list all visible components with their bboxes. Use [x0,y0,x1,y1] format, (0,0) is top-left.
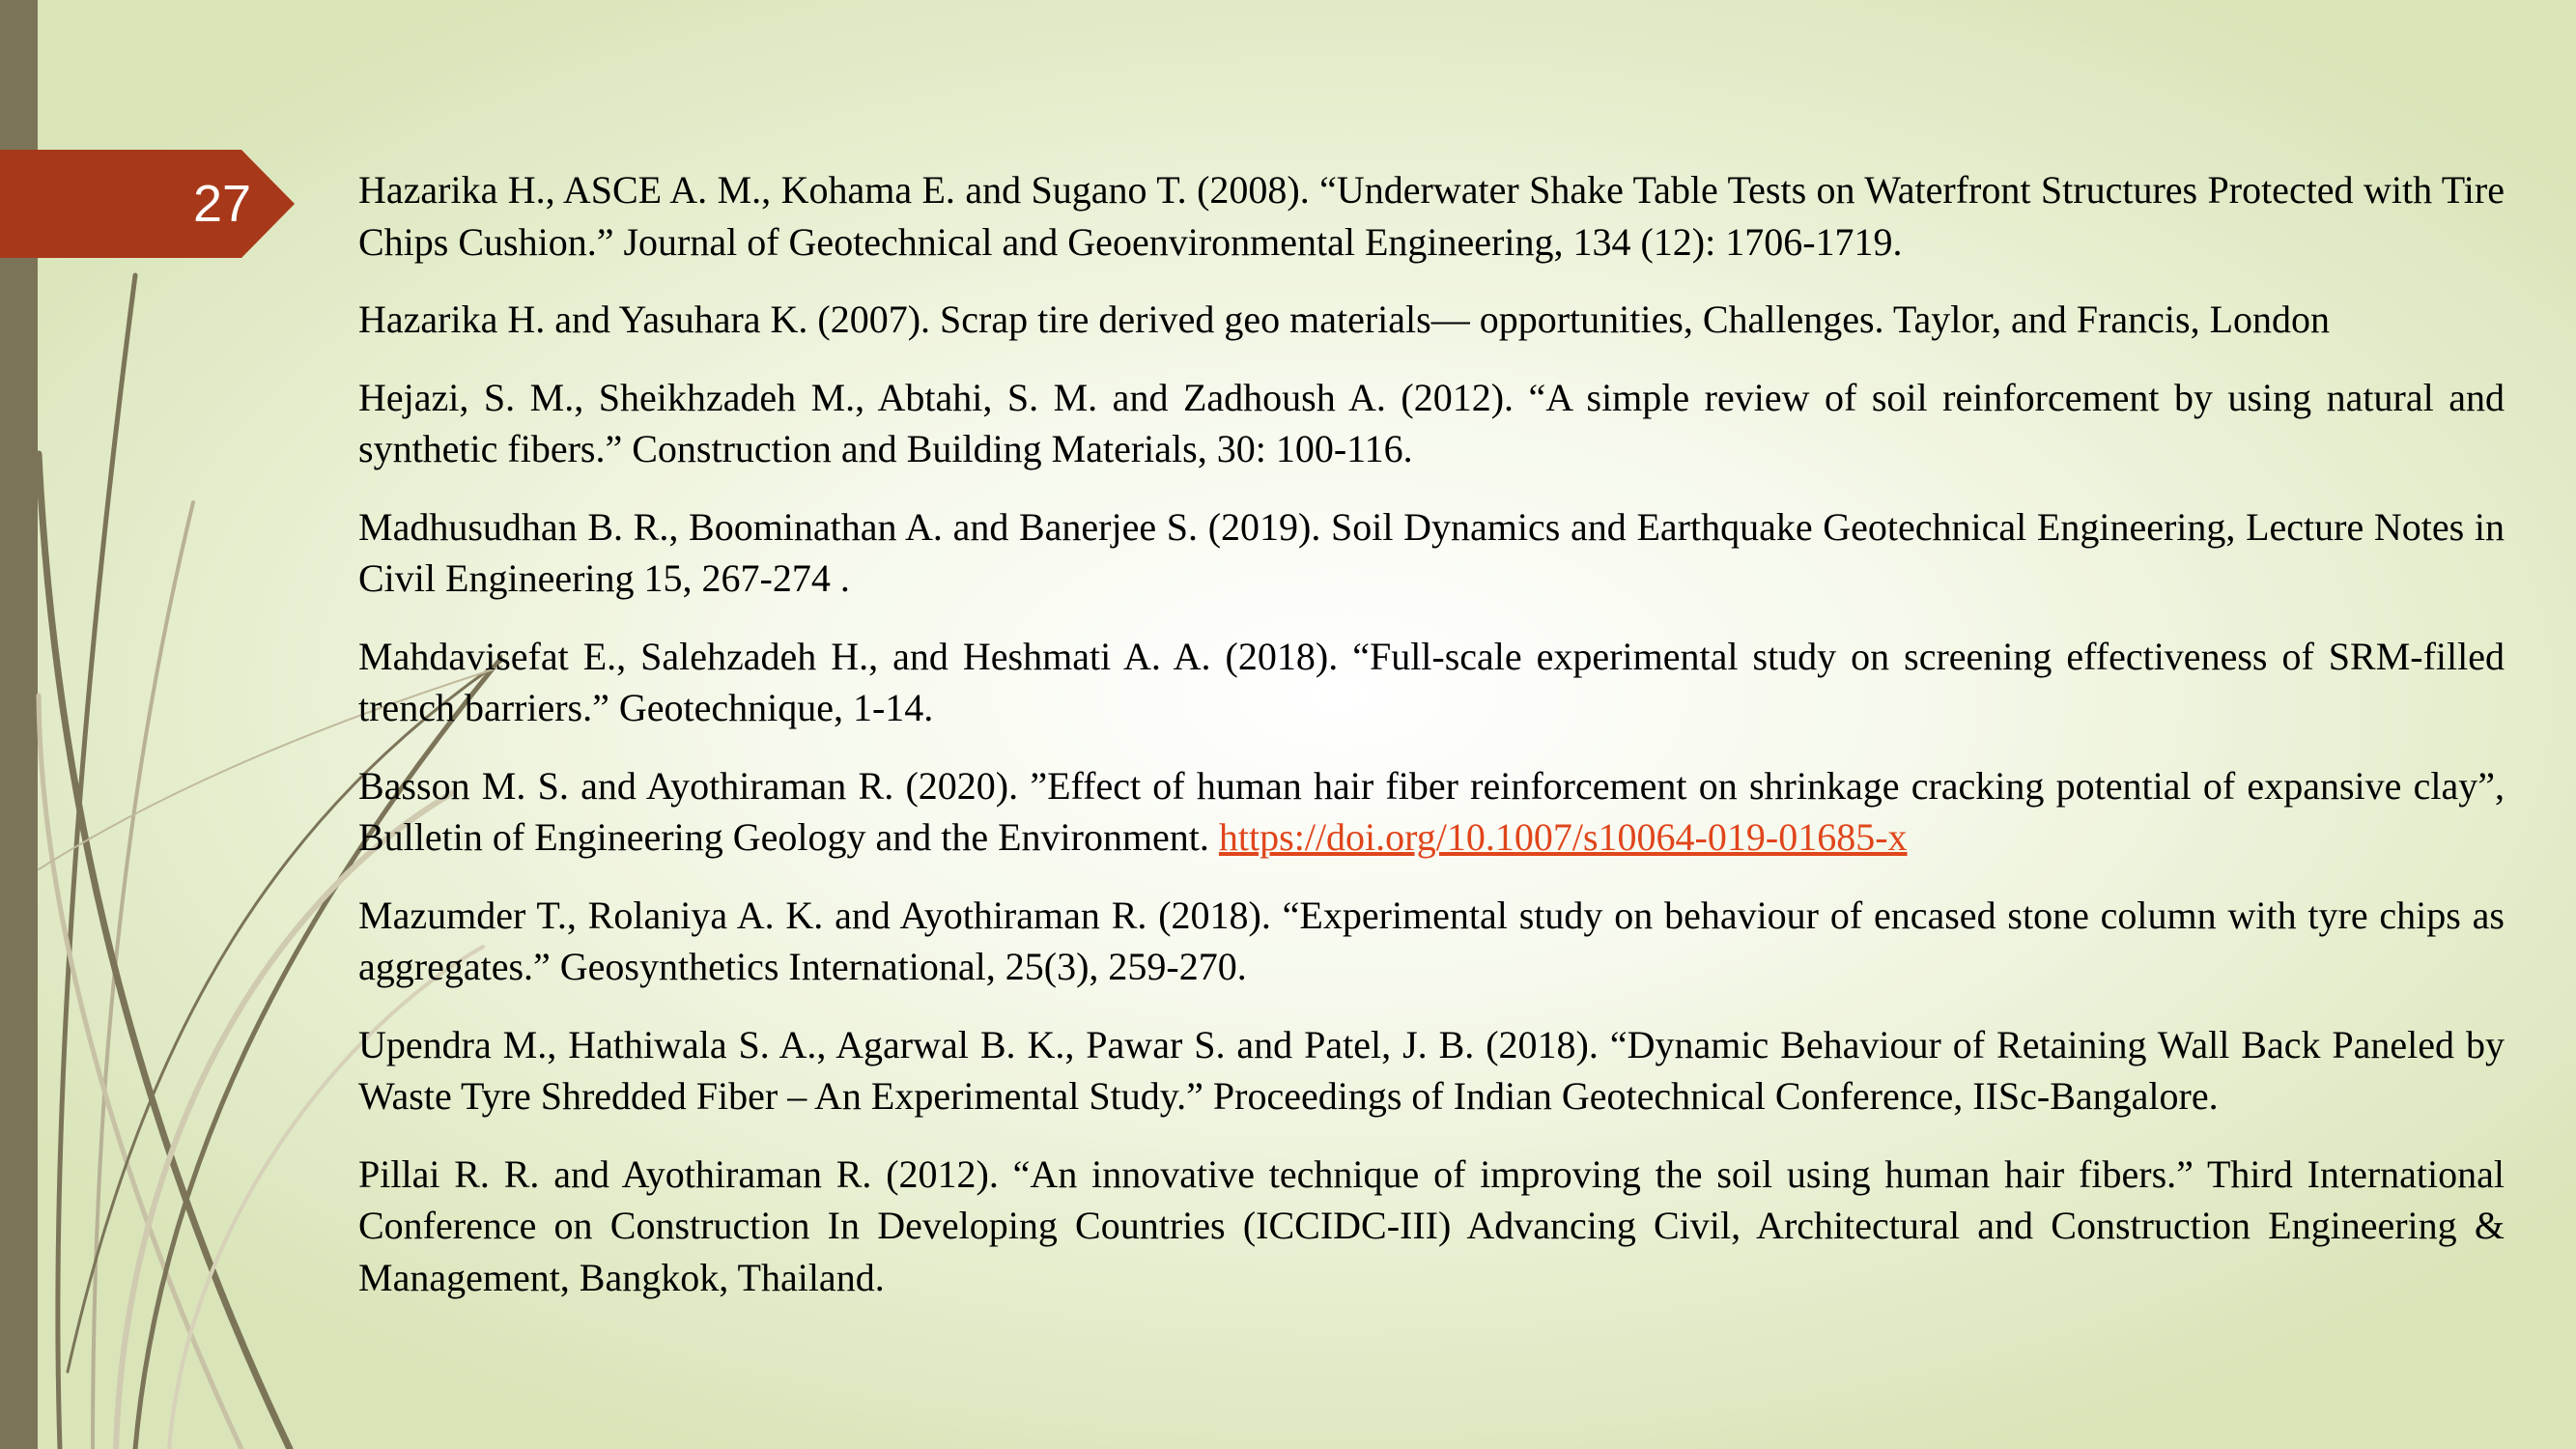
reference-text: Madhusudhan B. R., Boominathan A. and Banerjee S. (2019). Soil Dynamics and Earthquake Geotechnical Engineering, Lecture Notes in Civil Engineering 15, 267-274 . [358,504,2505,600]
reference-item [358,501,2505,605]
doi-link[interactable]: https://doi.org/10.1007/s10064-019-01685-x [1218,815,1908,859]
reference-text: Basson M. S. and Ayothiraman R. (2020). ”Effect of human hair fiber reinforcement on shrinkage cracking potential of expansive clay”, Bulletin of Engineering Geology and the Environment. [358,763,2505,859]
reference-item [358,890,2505,993]
reference-item [358,760,2505,864]
reference-item [358,1019,2505,1122]
reference-text: Mahdavisefat E., Salehzadeh H., and Heshmati A. A. (2018). “Full-scale experimental study on screening effectiveness of SRM-filled trench barriers.” Geotechnique, 1-14. [358,634,2505,729]
reference-list [358,164,2505,1329]
reference-item [358,631,2505,734]
reference-text: Hazarika H., ASCE A. M., Kohama E. and Sugano T. (2008). “Underwater Shake Table Tests on Waterfront Structures Protected with Tire Chips Cushion.” Journal of Geotechnical and Geoenvironmental Engineering, 134 (12): 1706-1719. [358,168,2505,264]
reference-item [358,1149,2505,1304]
reference-text: Pillai R. R. and Ayothiraman R. (2012). “An innovative technique of improving the soil using human hair fibers.” Third International Conference on Construction In Developing Countries (ICCIDC-III) Advancing Civil, Architectural and Construction Engineering & Management, Bangkok, Thailand. [358,1151,2505,1299]
reference-text: Hejazi, S. M., Sheikhzadeh M., Abtahi, S. M. and Zadhoush A. (2012). “A simple review of soil reinforcement by using natural and synthetic fibers.” Construction and Building Materials, 30: 100-116. [358,375,2505,470]
grass-stroke [39,696,241,1449]
reference-text: Mazumder T., Rolaniya A. K. and Ayothiraman R. (2018). “Experimental study on behaviour of encased stone column with tyre chips as aggregates.” Geosynthetics International, 25(3), 259-270. [358,893,2505,988]
grass-stroke [39,454,290,1449]
reference-item [358,294,2505,346]
reference-text: Upendra M., Hathiwala S. A., Agarwal B. K., Pawar S. and Patel, J. B. (2018). “Dynamic Behaviour of Retaining Wall Back Paneled by Waste Tyre Shredded Fiber – An Experimental Study.” Proceedings of Indian Geotechnical Conference, IISc-Bangalore. [358,1022,2505,1118]
reference-item [358,164,2505,268]
reference-item [358,372,2505,475]
page-number-tab [0,150,295,258]
page-number: 27 [193,175,252,233]
reference-text: Hazarika H. and Yasuhara K. (2007). Scrap tire derived geo materials— opportunities, Challenges. Taylor, and Francis, London [358,298,2330,341]
